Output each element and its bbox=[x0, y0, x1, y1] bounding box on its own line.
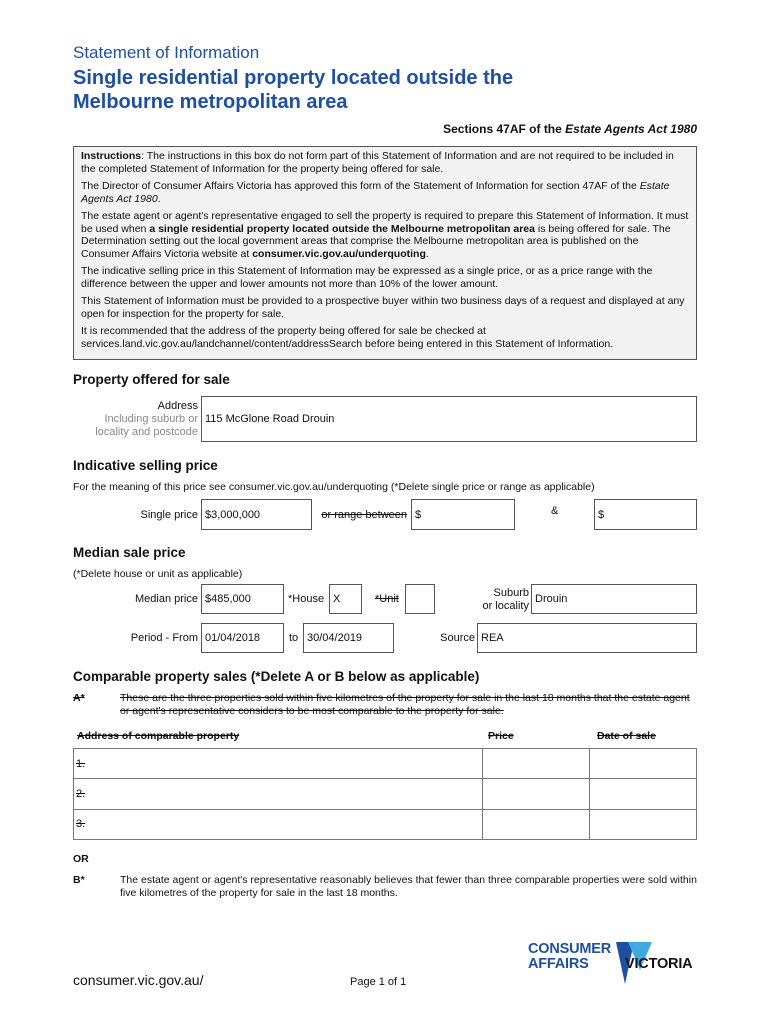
or-label: OR bbox=[73, 853, 89, 865]
source-label: Source bbox=[440, 632, 475, 644]
comparable-address-3[interactable]: 3. bbox=[74, 809, 483, 839]
median-note: (*Delete house or unit as applicable) bbox=[73, 568, 243, 580]
option-a-text: These are the three properties sold within five kilometres of the property for sale in the last 18 months that the estate agent or agent's representative considers to be most comparable to the property for sale. bbox=[120, 692, 690, 717]
median-heading: Median sale price bbox=[73, 545, 186, 560]
indicative-heading: Indicative selling price bbox=[73, 458, 218, 473]
document-type: Statement of Information bbox=[73, 43, 260, 62]
suburb-field[interactable]: Drouin bbox=[531, 584, 697, 614]
comparable-table bbox=[73, 748, 697, 840]
comparable-price-3[interactable] bbox=[482, 809, 590, 839]
footer-url[interactable]: consumer.vic.gov.au/ bbox=[73, 972, 204, 988]
unit-label: *Unit bbox=[375, 593, 399, 605]
instructions-p2: The Director of Consumer Affairs Victoria has approved this form of the Statement of Information for section 47AF of the Estate Agents Act 1980. bbox=[81, 180, 670, 205]
document-title bbox=[73, 66, 633, 114]
logo-line-3: VICTORIA bbox=[625, 956, 693, 972]
period-to-field[interactable]: 30/04/2019 bbox=[303, 623, 394, 653]
col-date-header: Date of sale bbox=[597, 730, 656, 742]
source-field[interactable]: REA bbox=[477, 623, 697, 653]
page-number: Page 1 of 1 bbox=[350, 976, 407, 988]
logo-line-2: AFFAIRS bbox=[528, 956, 589, 972]
comparable-price-2[interactable] bbox=[482, 779, 590, 809]
range-label: or range between bbox=[321, 509, 407, 521]
comparable-address-2[interactable]: 2. bbox=[74, 779, 483, 809]
period-to-label: to bbox=[289, 632, 299, 644]
logo-line-1: CONSUMER bbox=[528, 941, 611, 957]
range-low-field[interactable]: $ bbox=[411, 499, 515, 530]
median-price-label: Median price bbox=[135, 593, 198, 605]
range-high-field[interactable]: $ bbox=[594, 499, 697, 530]
instructions-p1: Instructions: The instructions in this box do not form part of this Statement of Information and are not required to be included in the completed Statement of Information for the property being offered for sale. bbox=[81, 150, 674, 175]
single-price-field[interactable]: $3,000,000 bbox=[201, 499, 312, 530]
comparable-date-2[interactable] bbox=[590, 779, 697, 809]
instructions-p6: It is recommended that the address of the property being offered for sale be checked at services.land.vic.gov.au/landchannel/content/addressSearch before being entered in this Statement of Information. bbox=[81, 325, 614, 350]
unit-field[interactable] bbox=[405, 584, 435, 614]
option-b-text: The estate agent or agent's representative reasonably believes that fewer than three comparable properties were sold within five kilometres of the property for sale in the last 18 months. bbox=[120, 874, 697, 899]
instructions-box bbox=[73, 146, 697, 360]
house-field[interactable]: X bbox=[329, 584, 362, 614]
single-price-label: Single price bbox=[140, 509, 198, 521]
address-field[interactable]: 115 McGlone Road Drouin bbox=[201, 396, 697, 442]
range-ampersand: & bbox=[551, 505, 559, 517]
median-price-field[interactable]: $485,000 bbox=[201, 584, 284, 614]
option-b-label: B* bbox=[73, 874, 85, 886]
title-line-2: Melbourne metropolitan area bbox=[73, 91, 348, 113]
table-row bbox=[74, 779, 697, 809]
table-row bbox=[74, 809, 697, 839]
period-from-field[interactable]: 01/04/2018 bbox=[201, 623, 284, 653]
table-row bbox=[74, 749, 697, 779]
comparable-date-1[interactable] bbox=[590, 749, 697, 779]
address-label: Address Including suburb or locality and postcode bbox=[95, 400, 198, 438]
suburb-label: Suburb or locality bbox=[482, 587, 529, 612]
legislation-reference: Sections 47AF of the Estate Agents Act 1980 bbox=[443, 122, 697, 136]
consumer-affairs-victoria-logo bbox=[528, 940, 708, 990]
comparable-heading: Comparable property sales (*Delete A or B below as applicable) bbox=[73, 669, 480, 684]
option-a-label: A* bbox=[73, 692, 85, 704]
comparable-date-3[interactable] bbox=[590, 809, 697, 839]
comparable-price-1[interactable] bbox=[482, 749, 590, 779]
instructions-p3: The estate agent or agent's representative engaged to sell the property is required to prepare this Statement of Information. It must be used when a single residential property located outside the Melbourne metropolitan area is being offered for sale. The Determination setting out the local government areas that comprise the Melbourne metropolitan area is published on the Consumer Affairs Victoria website at consumer.vic.gov.au/underquoting. bbox=[81, 210, 689, 260]
instructions-p5: This Statement of Information must be provided to a prospective buyer within two business days of a request and displayed at any open for inspection for the property for sale. bbox=[81, 295, 685, 320]
title-line-1: Single residential property located outside the bbox=[73, 67, 514, 89]
period-from-label: Period - From bbox=[130, 632, 198, 644]
indicative-note: For the meaning of this price see consumer.vic.gov.au/underquoting (*Delete single price or range as applicable) bbox=[73, 481, 595, 493]
property-heading: Property offered for sale bbox=[73, 372, 230, 387]
col-price-header: Price bbox=[488, 730, 514, 742]
house-label: *House bbox=[288, 593, 325, 605]
instructions-p4: The indicative selling price in this Statement of Information may be expressed as a single price, or as a price range with the difference between the upper and lower amounts not more than 10% of the lower amount. bbox=[81, 265, 653, 290]
col-address-header: Address of comparable property bbox=[77, 730, 240, 742]
comparable-address-1[interactable]: 1. bbox=[74, 749, 483, 779]
